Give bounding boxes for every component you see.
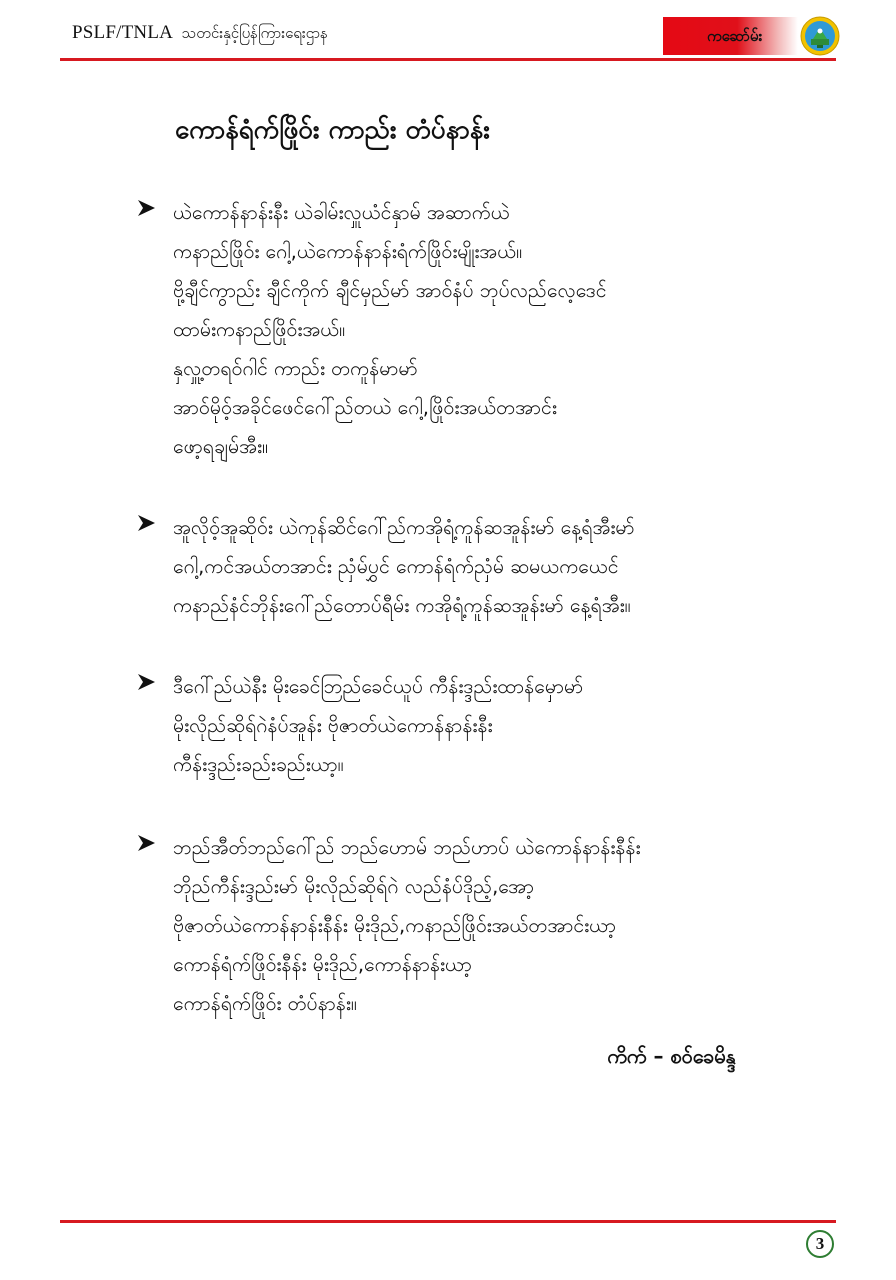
- arrow-bullet-icon: [136, 197, 158, 219]
- text-line: ဒီဂေါ်ည်ယဲနီး မိုးခေင်ဘြည်ခေင်ယူပ် ကီန်းဒ္ဒည်းထာန်မှောမာ်: [173, 675, 584, 698]
- arrow-bullet-icon: [136, 512, 158, 534]
- author-credit: ကိက် – စဝ်ခေမိန္ဒ: [607, 1044, 736, 1068]
- page-number: 3: [806, 1230, 834, 1258]
- text-line: မိုးလိုည်ဆိုရ်ဂဲနံပ်အူန်း ဗိုဇာတ်ယဲကောန်နာန်းနီး: [173, 714, 493, 737]
- publication-title-myanmar: သတင်းနှင့်ပြန်ကြားရေးဌာန: [181, 24, 328, 42]
- text-line: ကောန်ရံက်ဖြိုဝ်း တံပ်နာန်း။: [173, 992, 357, 1015]
- publication-title-latin: PSLF/TNLA: [72, 22, 174, 43]
- page-header: [0, 0, 896, 70]
- text-line: ထာမ်းကနာည်ဖြိုဝ်းအယ်။: [173, 318, 346, 341]
- paragraph-3-text: [173, 667, 583, 784]
- text-line: ကောန်ရံက်ဖြိုဝ်းနီန်း မိုးဒိုည်,ကောန်နာန်းယာ့: [173, 953, 472, 976]
- section-badge: ကဆော်မ်း: [663, 17, 798, 55]
- article-title: ကောန်ရံက်ဖြိုဝ်း ကာည်း တံပ်နာန်း: [175, 115, 490, 145]
- text-line: ကနာည်နံင်ဘိုန်းဂေါ်ည်တောပ်ရီမ်း ကအိုရံ့ကူန်ဆအူန်းမာ် နေ့ရံအီး။: [173, 594, 631, 617]
- text-line: ကနာည်ဖြိုဝ်း ဂေါ့,ယဲကောန်နာန်းရံက်ဖြိုဝ်းမျိုးအယ်။: [173, 240, 523, 263]
- text-line: အူလိုဝ့်အူဆိုဝ်း ယဲကုန်ဆိင်ဂေါ်ည်ကအိုရံ့ကူန်ဆအူန်းမာ် နေ့ရံအီးမာ်: [173, 516, 635, 539]
- header-divider: [60, 58, 836, 61]
- text-line: ဖော့ရချမ်အီး။: [173, 435, 268, 458]
- text-line: နှလှူ့တရဝ်ဂါင် ကာည်း တကူန်မာမာ်: [173, 357, 418, 380]
- paragraph-4-text: [173, 828, 640, 1023]
- text-line: ဂေါ့,ကင်အယ်တအာင်း ညှံမ်ပွှင် ကောန်ရံက်ညှံမ် ဆမယကယေင်: [173, 555, 619, 578]
- arrow-bullet-icon: [136, 832, 158, 854]
- text-line: ဘိုည်ကီန်းဒ္ဒည်းမာ် မိုးလိုည်ဆိုရ်ဂဲ လည်နံပ်ဒိုည့်,အော့: [173, 875, 535, 898]
- text-line: ဘည်အီတ်ဘည်ဂေါ်ည် ဘည်ဟောမ် ဘည်ဟာပ် ယဲကောန်နာန်းနီန်း: [173, 836, 641, 859]
- text-line: ယဲကောန်နာန်းနီး ယဲခါမ်းလှူယံင်နှာမ် အဆာက်ယဲ: [173, 201, 510, 224]
- paragraph-1-text: [173, 193, 607, 466]
- publication-title: [72, 22, 328, 46]
- text-line: ကီန်းဒ္ဒည်းခည်းခည်းယာ့။: [173, 753, 344, 776]
- organization-logo-icon: [800, 16, 840, 56]
- text-line: အာဝ်မိုဝ့်အခိုင်ဖေင်ဂေါ်ည်တယဲ ဂေါ့,ဖြိုဝ်းအယ်တအာင်း: [173, 396, 557, 419]
- footer-divider: [60, 1220, 836, 1223]
- text-line: ဗိုဇာတ်ယဲကောန်နာန်းနီန်း မိုးဒိုည်,ကနာည်ဖြိုဝ်းအယ်တအာင်းယာ့: [173, 914, 617, 937]
- text-line: ဗို့ချီင်ကွာည်း ချီင်ကိုက် ချီင်မှည်မာ် အာဝ်နံပ် ဘုပ်လည်လေ့ဒေင်: [173, 279, 607, 302]
- arrow-bullet-icon: [136, 671, 158, 693]
- paragraph-2-text: [173, 508, 635, 625]
